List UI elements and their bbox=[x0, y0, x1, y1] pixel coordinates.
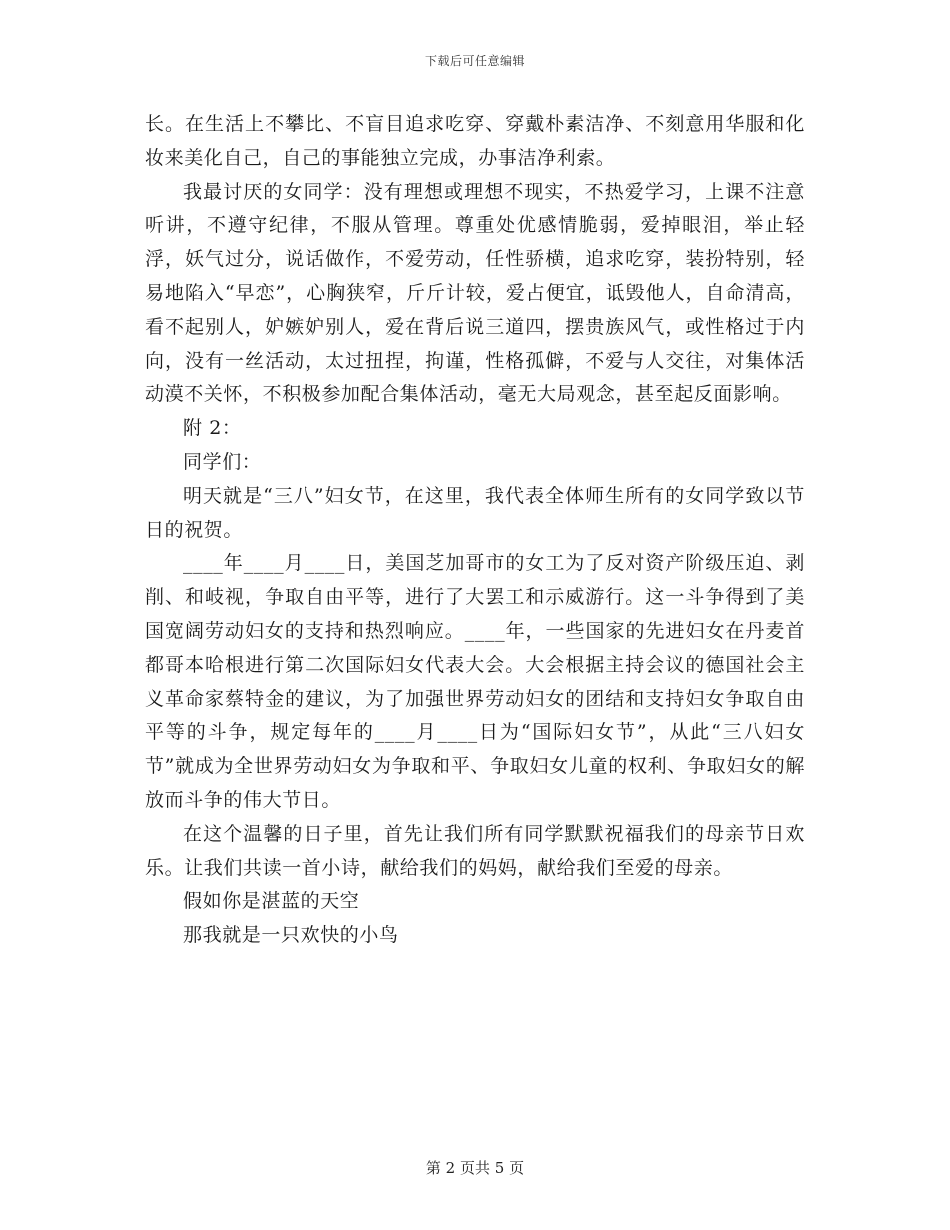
paragraph: 在这个温馨的日子里，首先让我们所有同学默默祝福我们的母亲节日欢乐。让我们共读一首小诗，献给我们的妈妈，献给我们至爱的母亲。 bbox=[145, 822, 805, 879]
poem-line: 那我就是一只欢快的小鸟 bbox=[183, 924, 399, 947]
paragraph: 我最讨厌的女同学：没有理想或理想不现实，不热爱学习，上课不注意听讲，不遵守纪律，不服从管理。尊重处优感情脆弱，爱掉眼泪，举止轻浮，妖气过分，说话做作，不爱劳动，任性骄横，追求吃穿，装扮特别，轻易地陷入“早恋”，心胸狭窄，斤斤计较，爱占便宜，诋毁他人，自命清高，看不起别人，妒嫉妒别人，爱在背后说三道四，摆贵族风气，或性格过于内向，没有一丝活动，太过扭捏，拘谨，性格孤僻，不爱与人交往，对集体活动漠不关怀，不积极参加配合集体活动，毫无大局观念，甚至起反面影响。 bbox=[145, 180, 805, 406]
paragraph: 长。在生活上不攀比、不盲目追求吃穿、穿戴朴素洁净、不刻意用华服和化妆来美化自己，自己的事能独立完成，办事洁净利索。 bbox=[145, 113, 805, 169]
paragraph: 明天就是“三八”妇女节，在这里，我代表全体师生所有的女同学致以节日的祝贺。 bbox=[145, 484, 805, 541]
page-number: 第 2 页共 5 页 bbox=[425, 1159, 525, 1177]
paragraph: ____年____月____日，美国芝加哥市的女工为了反对资产阶级压迫、剥削、和岐视，争取自由平等，进行了大罢工和示威游行。这一斗争得到了美国宽阔劳动妇女的支持和热烈响应。____年，一些国家的先进妇女在丹麦首都哥本哈根进行第二次国际妇女代表大会。大会根据主持会议的德国社会主义革命家蔡特金的建议，为了加强世界劳动妇女的团结和支持妇女争取自由平等的斗争，规定每年的____月____日为“国际妇女节”，从此“三八妇女节”就成为全世界劳动妇女为争取和平、争取妇女儿童的权利、争取妇女的解放而斗争的伟大节日。 bbox=[145, 552, 805, 811]
page-header: 下载后可任意编辑 bbox=[424, 54, 525, 68]
appendix-heading: 附 2： bbox=[183, 417, 242, 440]
document-body bbox=[145, 108, 805, 953]
salutation: 同学们： bbox=[183, 450, 262, 473]
poem-line: 假如你是湛蓝的天空 bbox=[183, 890, 360, 913]
